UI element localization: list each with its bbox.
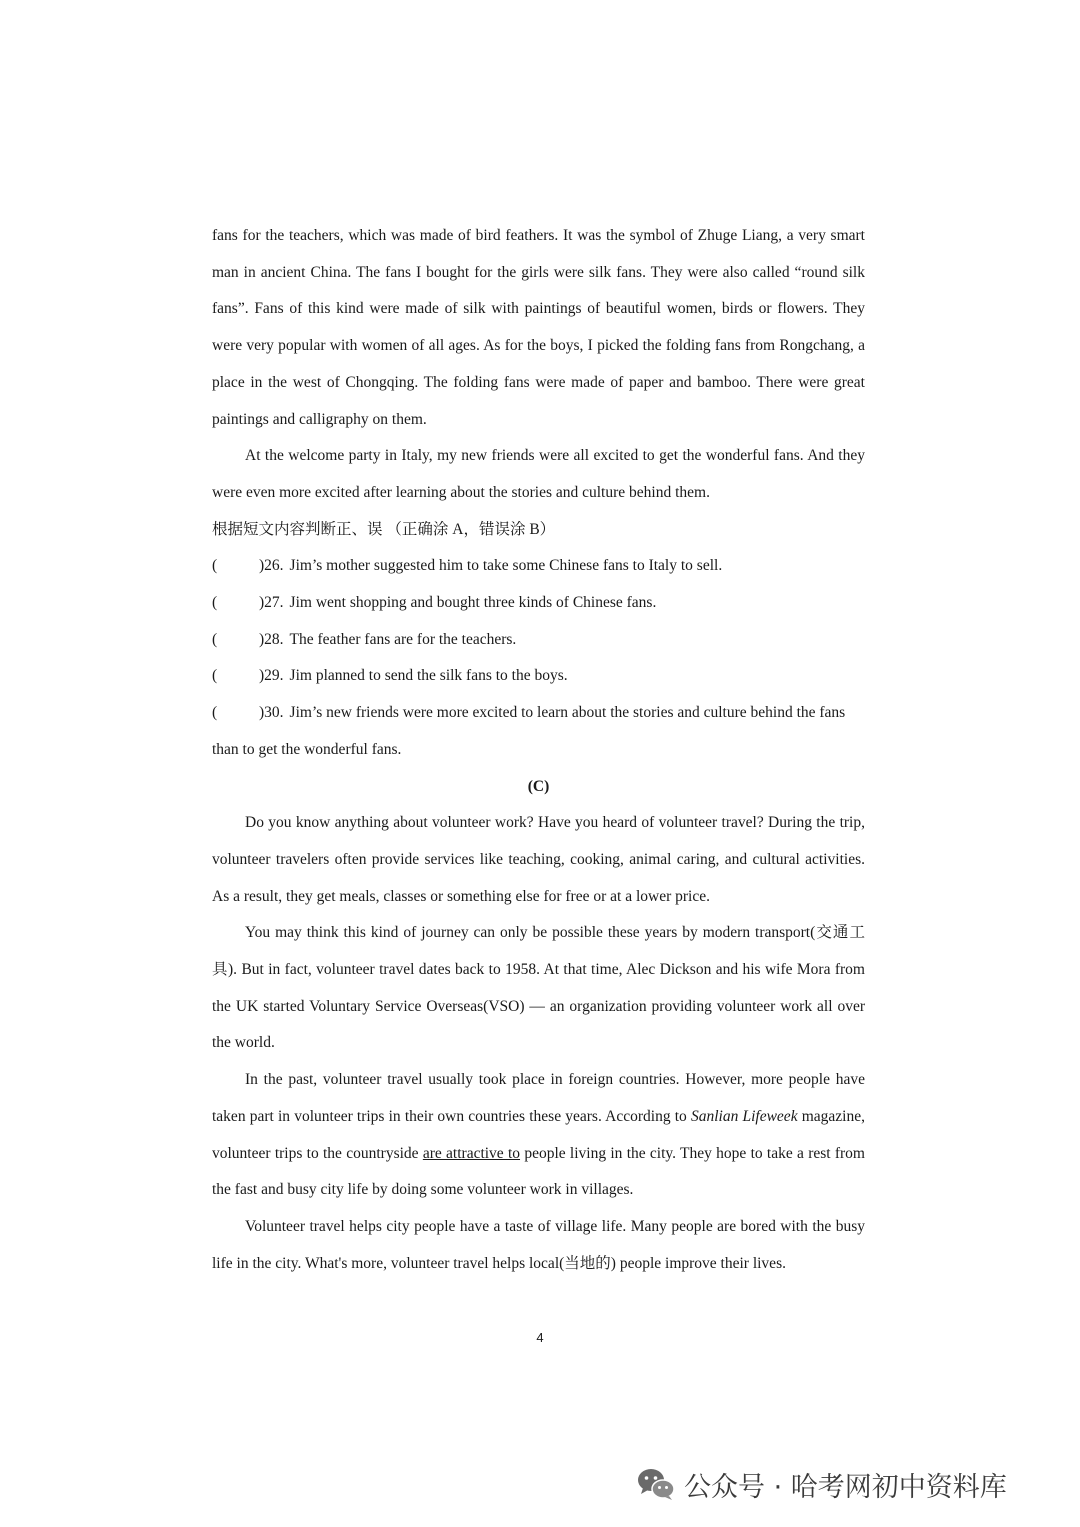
section-c-paragraph-2: You may think this kind of journey can only be possible these years by modern transport(交通工具). But in fact, volunteer travel dates back to 1958. At that time, Alec Dickson and his wife Mora from the UK started Voluntary Service Overseas(VSO) — an organization providing volunteer work all over the world. (212, 924, 865, 1052)
question-28: ( )28. The feather fans are for the teachers. (212, 630, 517, 648)
question-instructions: 根据短文内容判断正、误 （正确涂 A，错误涂 B） (212, 520, 556, 538)
page-number: 4 (536, 1330, 544, 1345)
question-27: ( )27. Jim went shopping and bought three kinds of Chinese fans. (212, 594, 657, 612)
question-26: ( )26. Jim’s mother suggested him to take some Chinese fans to Italy to sell. (212, 557, 723, 575)
wechat-icon (636, 1466, 676, 1502)
question-29: ( )29. Jim planned to send the silk fans to the boys. (212, 667, 568, 685)
underlined-phrase: are attractive to (422, 1144, 521, 1162)
section-c-paragraph-3: In the past, volunteer travel usually took place in foreign countries. However, more people have taken part in volunteer trips in their own countries these years. According to Sanlian Lifeweek magazine, volunteer trips to the countryside are attractive to people living in the city. They hope to take a rest from the fast and busy city life by doing some volunteer work in villages. (212, 1071, 865, 1199)
passage-b-paragraph-1: fans for the teachers, which was made of bird feathers. It was the symbol of Zhuge Liang, a very smart man in ancient China. The fans I bought for the girls were silk fans. They were also called “round silk fans”. Fans of this kind were made of silk with paintings of beautiful women, birds or flowers. They were very popular with women of all ages. As for the boys, I picked the folding fans from Rongchang, a place in the west of Chongqing. The folding fans were made of paper and bamboo. There were great paintings and calligraphy on them. (212, 227, 865, 428)
magazine-title: Sanlian Lifeweek (690, 1107, 798, 1125)
document-body (212, 218, 865, 1282)
watermark (636, 1462, 1007, 1506)
section-c-paragraph-4: Volunteer travel helps city people have a taste of village life. Many people are bored with the busy life in the city. What's more, volunteer travel helps local(当地的) people improve their lives. (212, 1217, 865, 1272)
section-c-paragraph-1: Do you know anything about volunteer work? Have you heard of volunteer travel? During the trip, volunteer travelers often provide services like teaching, cooking, animal caring, and cultural activities. As a result, they get meals, classes or something else for free or at a lower price. (212, 814, 865, 905)
passage-b-paragraph-2: At the welcome party in Italy, my new friends were all excited to get the wonderful fans. And they were even more excited after learning about the stories and culture behind them. (212, 447, 865, 501)
section-c-heading: (C) (527, 777, 550, 795)
watermark-text: 公众号 · 哈考网初中资料库 (684, 1471, 1007, 1503)
question-30: ( )30. Jim’s new friends were more excited to learn about the stories and culture behind the fans than to get the wonderful fans. (212, 704, 846, 758)
